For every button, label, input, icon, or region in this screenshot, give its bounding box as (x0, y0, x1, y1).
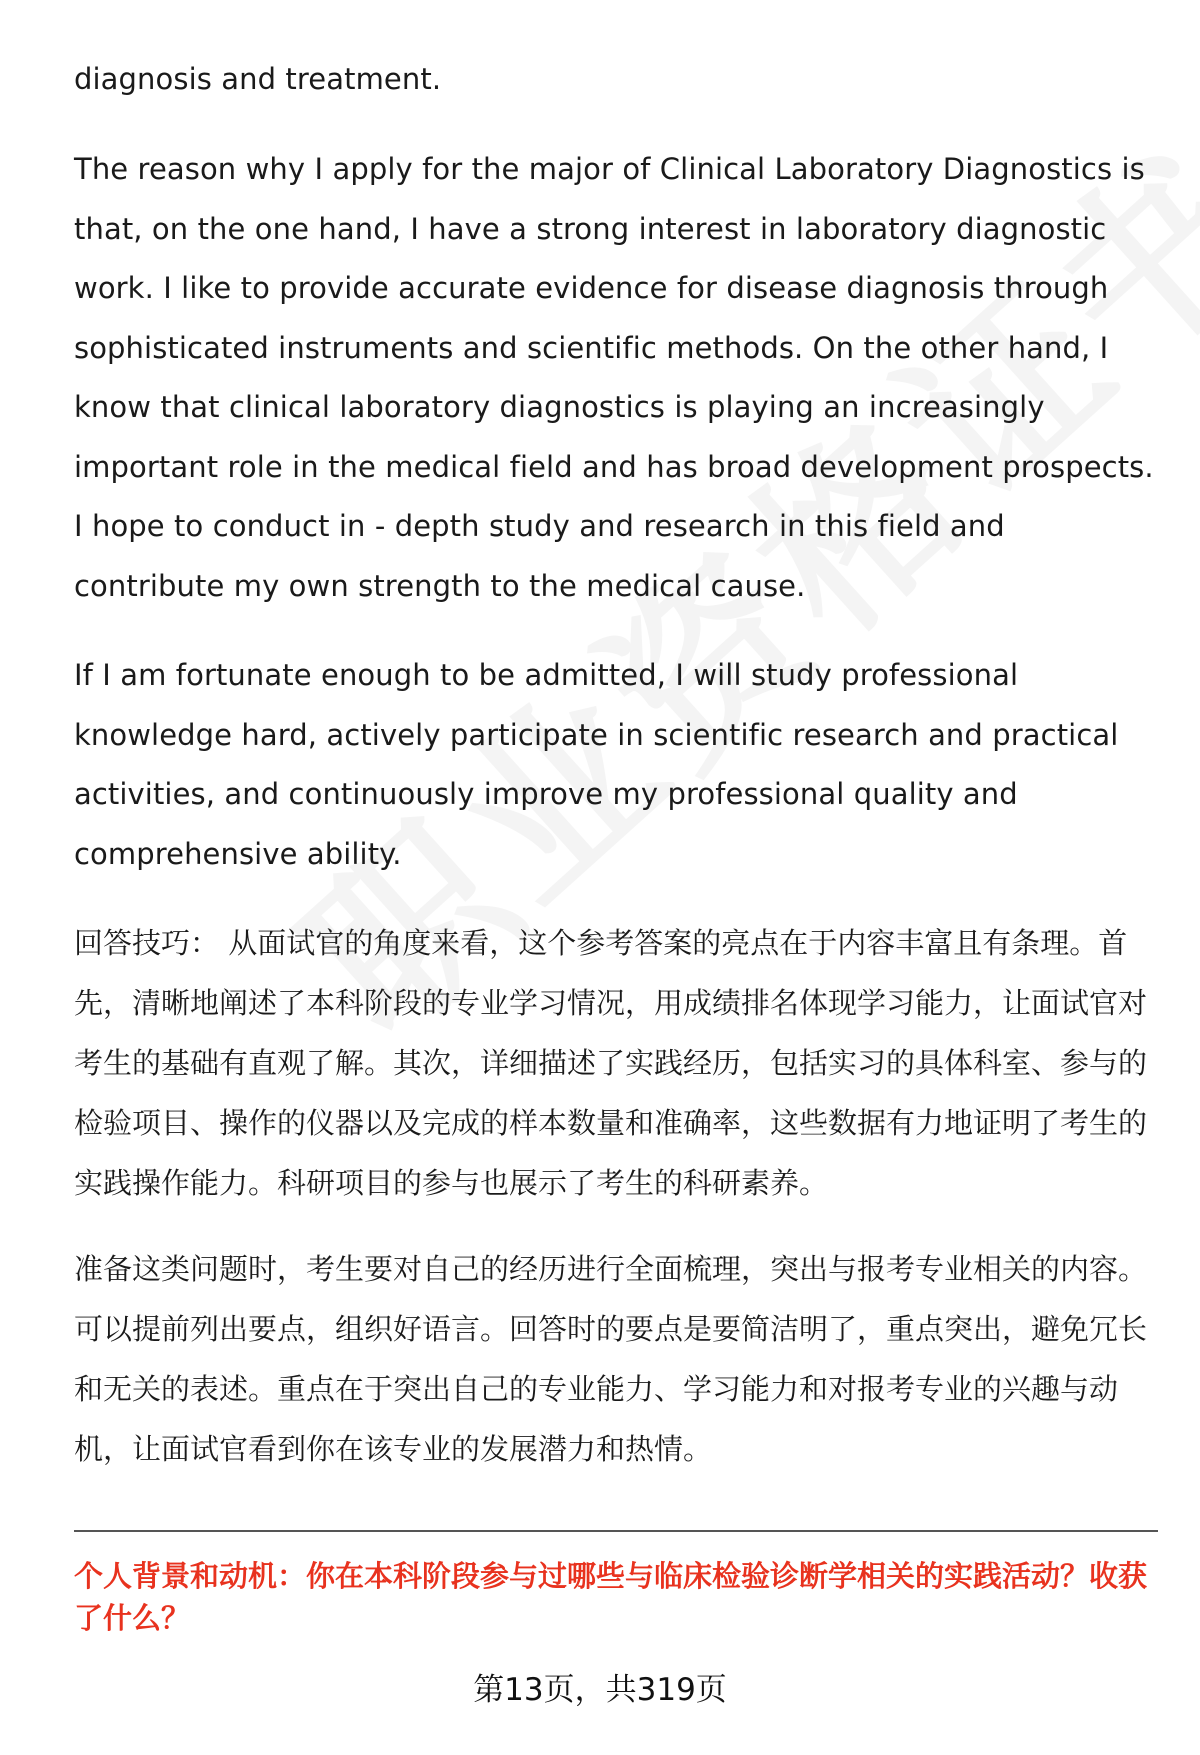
section-divider (74, 1530, 1158, 1532)
paragraph-answer-tips: 回答技巧： 从面试官的角度来看，这个参考答案的亮点在于内容丰富且有条理。首先，清晰地阐述了本科阶段的专业学习情况，用成绩排名体现学习能力，让面试官对考生的基础有直观了解。其次，详细描述了实践经历，包括实习的具体科室、参与的检验项目、操作的仪器以及完成的样本数量和准确率，这些数据有力地证明了考生的实践操作能力。科研项目的参与也展示了考生的科研素养。 (74, 926, 1148, 1200)
paragraph-preparation: 准备这类问题时，考生要对自己的经历进行全面梳理，突出与报考专业相关的内容。可以提前列出要点，组织好语言。回答时的要点是要简洁明了，重点突出，避免冗长和无关的表述。重点在于突出自己的专业能力、学习能力和对报考专业的兴趣与动机，让面试官看到你在该专业的发展潜力和热情。 (74, 1252, 1148, 1466)
paragraph-plan: If I am fortunate enough to be admitted, I will study professional knowledge hard, actively participate in scientific research and practical activities, and continuously improve my professional quality and comprehensive ability. (74, 658, 1119, 871)
question-heading: 个人背景和动机：你在本科阶段参与过哪些与临床检验诊断学相关的实践活动？收获了什么？ (74, 1559, 1148, 1635)
paragraph-continuation: diagnosis and treatment. (74, 62, 442, 96)
paragraph-reason: The reason why I apply for the major of Clinical Laboratory Diagnostics is that, on the one hand, I have a strong interest in laboratory diagnostic work. I like to provide accurate evidence for disease diagnosis through sophisticated instruments and scientific methods. On the other hand, I know that clinical laboratory diagnostics is playing an increasingly important role in the medical field and has broad development prospects. I hope to conduct in - depth study and research in this field and contribute my own strength to the medical cause. (74, 152, 1154, 603)
page-number: 第13页，共319页 (473, 1672, 727, 1708)
